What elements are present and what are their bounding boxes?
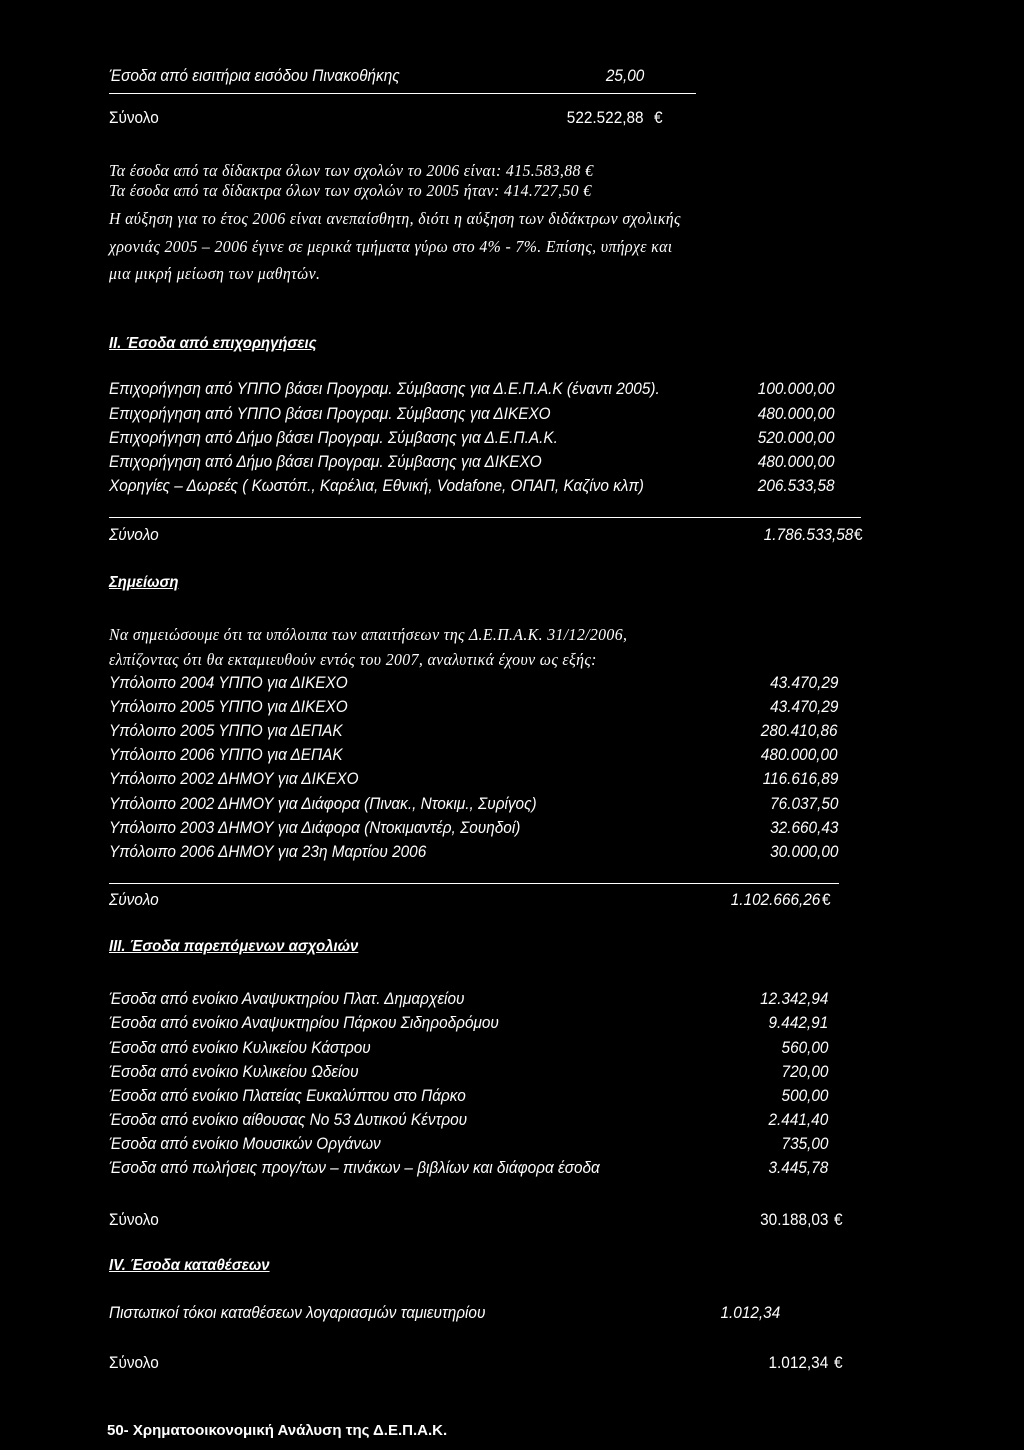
rent-row-value: 500,00: [781, 1087, 828, 1105]
balance-row-value: 43.470,29: [769, 674, 838, 692]
total-value: 1.786.533,58: [763, 526, 853, 544]
note-line: Η αύξηση για το έτος 2006 είναι ανεπαίσθητη, διότι η αύξηση των διδάκτρων σχολικής: [109, 209, 681, 228]
rent-row-label: Έσοδα από ενοίκιο Κυλικείου Ωδείου: [109, 1063, 359, 1081]
note-line: Να σημειώσουμε ότι τα υπόλοιπα των απαιτήσεων της Δ.Ε.Π.Α.Κ. 31/12/2006,: [109, 625, 628, 644]
rent-row-label: Έσοδα από ενοίκιο Πλατείας Ευκαλύπτου στο Πάρκο: [109, 1087, 466, 1105]
currency-symbol: €: [834, 1354, 843, 1372]
balance-row-label: Υπόλοιπο 2003 ΔΗΜΟΥ για Διάφορα (Ντοκιμαντέρ, Σουηδοί): [109, 819, 521, 837]
rent-row-label: Έσοδα από ενοίκιο Αναψυκτηρίου Πλατ. Δημαρχείου: [109, 990, 465, 1008]
balance-row-label: Υπόλοιπο 2005 ΥΠΠΟ για ΔΙΚΕΧΟ: [109, 698, 348, 716]
divider: [109, 883, 839, 884]
balance-row-value: 76.037,50: [769, 795, 838, 813]
total-value: 522.522,88: [567, 109, 644, 127]
grant-row-label: Επιχορήγηση από ΥΠΠΟ βάσει Προγραμ. Σύμβασης για ΔΙΚΕΧΟ: [109, 405, 551, 423]
balance-row-label: Υπόλοιπο 2006 ΔΗΜΟΥ για 23η Μαρτίου 2006: [109, 843, 427, 861]
rent-row-value: 720,00: [781, 1063, 828, 1081]
note-heading: Σημείωση: [109, 574, 179, 591]
page-footer: 50- Χρηματοοικονομική Ανάλυση της Δ.Ε.Π.Α.Κ.: [107, 1422, 448, 1439]
balance-row-value: 30.000,00: [769, 843, 838, 861]
total-label: Σύνολο: [109, 109, 159, 127]
grant-row-value: 520.000,00: [758, 429, 835, 447]
divider: [109, 517, 861, 518]
currency-symbol: €: [834, 1211, 843, 1229]
note-line: μια μικρή μείωση των μαθητών.: [109, 264, 321, 283]
ticket-income-value: 25,00: [605, 67, 644, 85]
currency-symbol: €: [654, 109, 663, 127]
balance-row-value: 116.616,89: [762, 770, 838, 788]
interest-row-value: 1.012,34: [720, 1304, 780, 1322]
note-line: χρονιάς 2005 – 2006 έγινε σε μερικά τμήματα γύρω στο 4% - 7%. Επίσης, υπήρχε και: [109, 237, 673, 256]
balance-row-value: 480.000,00: [761, 746, 838, 764]
currency-symbol: €: [854, 526, 863, 544]
grant-row-label: Επιχορήγηση από Δήμο βάσει Προγραμ. Σύμβασης για Δ.Ε.Π.Α.Κ.: [109, 429, 558, 447]
section-heading: IV. Έσοδα καταθέσεων: [109, 1257, 270, 1274]
section-heading: ΙΙ. Έσοδα από επιχορηγήσεις: [109, 335, 317, 352]
note-line: ελπίζοντας ότι θα εκταμιευθούν εντός του 2007, αναλυτικά έχουν ως εξής:: [109, 650, 597, 669]
total-label: Σύνολο: [109, 1354, 159, 1372]
total-value: 1.102.666,26: [730, 891, 820, 909]
rent-row-label: Έσοδα από ενοίκιο αίθουσας Νο 53 Δυτικού Κέντρου: [109, 1111, 468, 1129]
grant-row-label: Επιχορήγηση από ΥΠΠΟ βάσει Προγραμ. Σύμβασης για Δ.Ε.Π.Α.Κ (έναντι 2005).: [109, 380, 660, 398]
total-label: Σύνολο: [109, 891, 159, 909]
rent-row-value: 560,00: [781, 1039, 828, 1057]
grant-row-label: Χορηγίες – Δωρεές ( Κωστόπ., Καρέλια, Εθνική, Vodafone, ΟΠΑΠ, Καζίνο κλπ): [109, 477, 644, 495]
grant-row-value: 480.000,00: [758, 405, 835, 423]
interest-row-label: Πιστωτικοί τόκοι καταθέσεων λογαριασμών ταμιευτηρίου: [109, 1304, 486, 1322]
balance-row-label: Υπόλοιπο 2005 ΥΠΠΟ για ΔΕΠΑΚ: [109, 722, 343, 740]
rent-row-label: Έσοδα από ενοίκιο Κυλικείου Κάστρου: [109, 1039, 371, 1057]
rent-row-label: Έσοδα από ενοίκιο Αναψυκτηρίου Πάρκου Σιδηροδρόμου: [109, 1014, 499, 1032]
grant-row-value: 100.000,00: [758, 380, 835, 398]
total-value: 30.188,03: [759, 1211, 828, 1229]
ticket-income-label: Έσοδα από εισιτήρια εισόδου Πινακοθήκης: [109, 67, 400, 85]
currency-symbol: €: [822, 891, 831, 909]
balance-row-value: 43.470,29: [769, 698, 838, 716]
rent-row-value: 735,00: [781, 1135, 828, 1153]
total-value: 1.012,34: [768, 1354, 828, 1372]
grant-row-value: 480.000,00: [758, 453, 835, 471]
rent-row-label: Έσοδα από ενοίκιο Μουσικών Οργάνων: [109, 1135, 381, 1153]
note-line: Τα έσοδα από τα δίδακτρα όλων των σχολών το 2006 είναι: 415.583,88 €: [109, 161, 594, 180]
section-heading: ΙΙΙ. Έσοδα παρεπόμενων ασχολιών: [109, 938, 359, 955]
rent-row-value: 2.441,40: [768, 1111, 828, 1129]
rent-row-value: 9.442,91: [768, 1014, 828, 1032]
rent-row-value: 12.342,94: [759, 990, 828, 1008]
total-label: Σύνολο: [109, 526, 159, 544]
grant-row-label: Επιχορήγηση από Δήμο βάσει Προγραμ. Σύμβασης για ΔΙΚΕΧΟ: [109, 453, 542, 471]
grant-row-value: 206.533,58: [758, 477, 835, 495]
balance-row-label: Υπόλοιπο 2006 ΥΠΠΟ για ΔΕΠΑΚ: [109, 746, 343, 764]
rent-row-label: Έσοδα από πωλήσεις προγ/των – πινάκων – βιβλίων και διάφορα έσοδα: [109, 1159, 600, 1177]
divider: [109, 93, 696, 94]
balance-row-value: 280.410,86: [761, 722, 838, 740]
balance-row-label: Υπόλοιπο 2004 ΥΠΠΟ για ΔΙΚΕΧΟ: [109, 674, 348, 692]
balance-row-value: 32.660,43: [769, 819, 838, 837]
rent-row-value: 3.445,78: [768, 1159, 828, 1177]
note-line: Τα έσοδα από τα δίδακτρα όλων των σχολών το 2005 ήταν: 414.727,50 €: [109, 181, 592, 200]
balance-row-label: Υπόλοιπο 2002 ΔΗΜΟΥ για Διάφορα (Πινακ., Ντοκιμ., Συρίγος): [109, 795, 537, 813]
balance-row-label: Υπόλοιπο 2002 ΔΗΜΟΥ για ΔΙΚΕΧΟ: [109, 770, 359, 788]
total-label: Σύνολο: [109, 1211, 159, 1229]
